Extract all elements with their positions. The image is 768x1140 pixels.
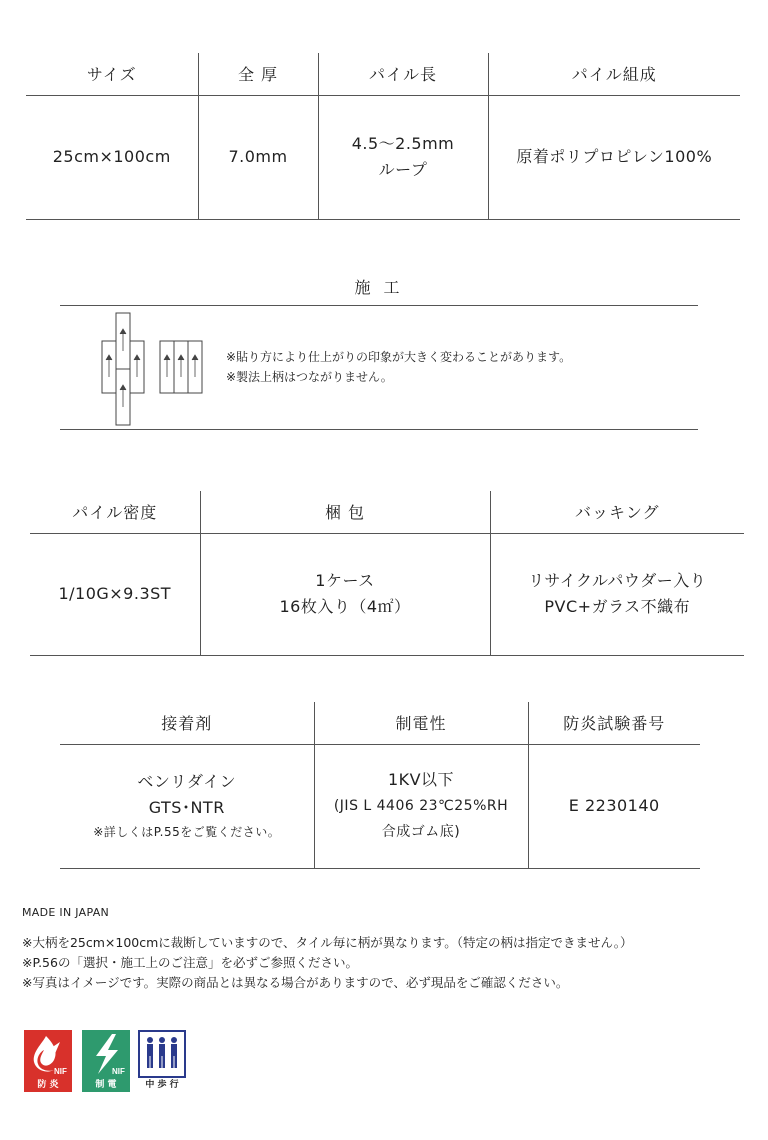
value-pile-length	[318, 95, 488, 219]
antistatic-label: 制 電	[82, 1078, 130, 1092]
pile-length-line1: 4.5〜2.5mm	[351, 134, 455, 153]
value-adhesive	[60, 744, 314, 868]
fire-retardant-icon	[24, 1030, 72, 1078]
spec-table-2	[30, 491, 744, 656]
header-size: サイズ	[26, 53, 198, 95]
pile-length-line2: ループ	[378, 160, 428, 179]
header-backing: バッキング	[490, 491, 744, 533]
installation-note-1: ※貼り方により仕上がりの印象が大きく変わることがあります。	[226, 350, 572, 364]
medium-traffic-icon	[138, 1030, 186, 1078]
installation-notes	[226, 347, 571, 387]
header-pile-length: パイル長	[318, 53, 488, 95]
header-pile-composition: パイル組成	[488, 53, 740, 95]
footer-note-1: ※大柄を25cm×100cmに裁断していますので、タイル毎に柄が異なります。（特定の柄は指定できません。）	[22, 935, 633, 950]
value-pile-density: 1/10G×9.3ST	[30, 533, 200, 655]
made-in-label: MADE IN JAPAN	[22, 906, 110, 919]
value-fire-test: E 2230140	[528, 744, 700, 868]
antistatic-badge	[82, 1030, 130, 1092]
installation-title: 施 工	[354, 278, 404, 297]
packing-line2: 16枚入り（4㎡）	[279, 597, 411, 616]
svg-text:NIF: NIF	[112, 1067, 125, 1076]
svg-text:NIF: NIF	[54, 1067, 67, 1076]
value-backing	[490, 533, 744, 655]
installation-note-2: ※製法上柄はつながりません。	[226, 370, 393, 384]
footer-notes	[22, 933, 633, 993]
adhesive-line2: GTS･NTR	[148, 798, 225, 817]
adhesive-line1: ベンリダイン	[137, 772, 237, 791]
antistatic-icon	[82, 1030, 130, 1078]
header-pile-density: パイル密度	[30, 491, 200, 533]
footer-note-3: ※写真はイメージです。実際の商品とは異なる場合がありますので、必ず現品をご確認ください。	[22, 975, 569, 990]
medium-traffic-badge	[138, 1030, 186, 1092]
spec-table-3	[60, 702, 700, 869]
value-antistatic	[314, 744, 528, 868]
fire-retardant-label: 防 炎	[24, 1078, 72, 1092]
header-antistatic: 制電性	[314, 702, 528, 744]
fire-retardant-badge	[24, 1030, 72, 1092]
antistatic-line1: 1KV以下	[387, 770, 455, 789]
adhesive-note: ※詳しくはP.55をご覧ください。	[93, 825, 281, 839]
medium-traffic-label: 中 歩 行	[145, 1080, 179, 1090]
value-thickness: 7.0mm	[198, 95, 318, 219]
backing-line1: リサイクルパウダー入り	[528, 571, 707, 590]
value-packing	[200, 533, 490, 655]
header-thickness: 全 厚	[198, 53, 318, 95]
spec-table-1	[26, 53, 740, 220]
installation-divider-top	[60, 305, 698, 306]
backing-line2: PVC+ガラス不織布	[544, 597, 691, 616]
packing-line1: 1ケース	[315, 571, 375, 590]
value-size: 25cm×100cm	[26, 95, 198, 219]
header-adhesive: 接着剤	[60, 702, 314, 744]
antistatic-line3: 合成ゴム底)	[381, 824, 461, 840]
antistatic-line2: (JIS L 4406 23℃25%RH	[333, 798, 509, 814]
value-pile-composition: 原着ポリプロピレン100%	[488, 95, 740, 219]
tile-layout-icon	[96, 311, 208, 427]
footer-note-2: ※P.56の「選択・施工上のご注意」を必ずご参照ください。	[22, 955, 358, 970]
installation-divider-bottom	[60, 429, 698, 430]
header-packing: 梱 包	[200, 491, 490, 533]
installation-diagram	[96, 311, 208, 431]
header-fire-test: 防炎試験番号	[528, 702, 700, 744]
